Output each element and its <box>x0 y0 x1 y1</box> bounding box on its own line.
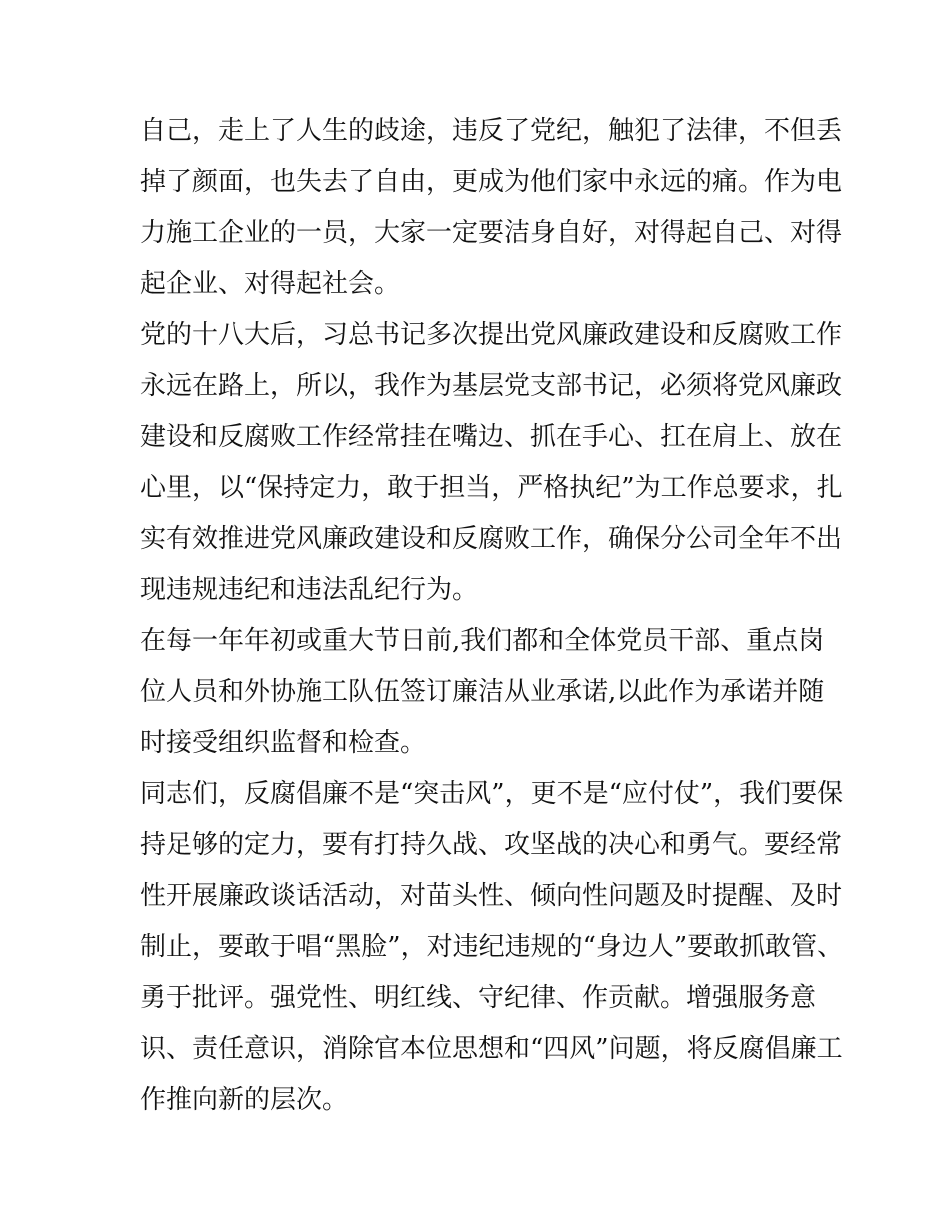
text-line: 识、责任意识，消除官本位思想和“四风”问题，将反腐倡廉工 <box>140 1034 843 1064</box>
text-line: 自己，走上了人生的歧途，违反了党纪，触犯了法律，不但丢 <box>140 116 843 146</box>
text-line: 勇于批评。强党性、明红线、守纪律、作贡献。增强服务意 <box>140 983 817 1013</box>
text-line: 实有效推进党风廉政建设和反腐败工作，确保分公司全年不出 <box>140 524 843 554</box>
text-line: 永远在路上，所以，我作为基层党支部书记，必须将党风廉政 <box>140 371 843 401</box>
text-line: 建设和反腐败工作经常挂在嘴边、抓在手心、扛在肩上、放在 <box>140 422 843 452</box>
text-line: 起企业、对得起社会。 <box>140 269 401 299</box>
text-line: 同志们，反腐倡廉不是“突击风”，更不是“应付仗”，我们要保 <box>140 779 844 809</box>
text-line: 制止，要敢于唱“黑脸”，对违纪违规的“身边人”要敢抓敢管、 <box>140 932 844 962</box>
text-line: 心里，以“保持定力，敢于担当，严格执纪”为工作总要求，扎 <box>140 473 843 503</box>
text-line: 在每一年年初或重大节日前,我们都和全体党员干部、重点岗 <box>140 626 825 656</box>
text-line: 位人员和外协施工队伍签订廉洁从业承诺,以此作为承诺并随 <box>140 677 825 707</box>
text-line: 持足够的定力，要有打持久战、攻坚战的决心和勇气。要经常 <box>140 830 843 860</box>
text-line: 作推向新的层次。 <box>140 1085 349 1115</box>
text-line: 党的十八大后，习总书记多次提出党风廉政建设和反腐败工作 <box>140 320 843 350</box>
body-text <box>140 106 844 1126</box>
text-line: 时接受组织监督和检查。 <box>140 728 427 758</box>
text-line: 掉了颜面，也失去了自由，更成为他们家中永远的痛。作为电 <box>140 167 843 197</box>
text-line: 现违规违纪和违法乱纪行为。 <box>140 575 479 605</box>
text-line: 力施工企业的一员，大家一定要洁身自好，对得起自己、对得 <box>140 218 843 248</box>
text-line: 性开展廉政谈话活动，对苗头性、倾向性问题及时提醒、及时 <box>140 881 843 911</box>
